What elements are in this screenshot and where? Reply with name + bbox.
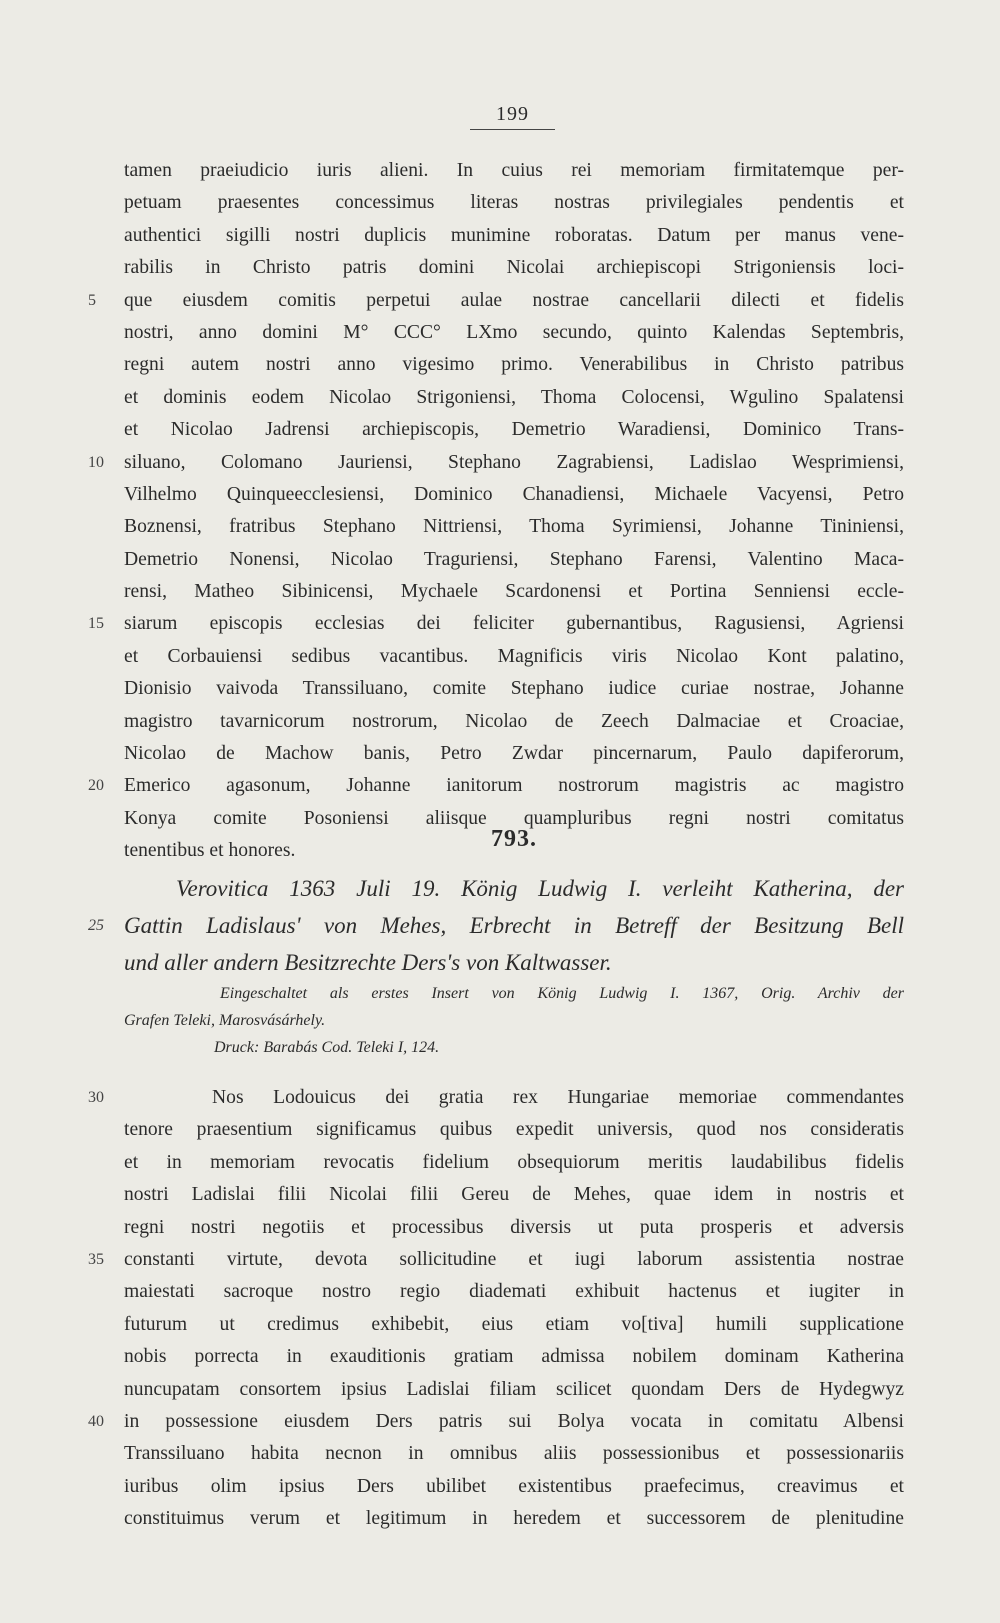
line-text: Gattin Ladislaus' von Mehes, Erbrecht in Betreff der Besitzung Bell xyxy=(124,913,904,938)
text-line xyxy=(124,155,904,187)
document-number: 793. xyxy=(491,826,537,852)
text-line xyxy=(124,1114,904,1146)
line-text: et Corbauiensi sedibus vacantibus. Magnificis viris Nicolao Kont palatino, xyxy=(124,645,904,667)
line-text: Nicolao de Machow banis, Petro Zwdar pincernarum, Paulo dapiferorum, xyxy=(124,743,904,765)
text-line xyxy=(124,1471,904,1503)
source-note xyxy=(124,980,904,1061)
text-line xyxy=(124,414,904,446)
text-line xyxy=(124,1438,904,1470)
line-text: maiestati sacroque nostro regio diademati exhibuit hactenus et iugiter in xyxy=(124,1281,904,1303)
line-text: constituimus verum et legitimum in heredem et successorem de plenitudine xyxy=(124,1508,904,1530)
line-text: tamen praeiudicio iuris alieni. In cuius rei memoriam firmitatemque per- xyxy=(124,160,904,181)
line-text: que eiusdem comitis perpetui aulae nostrae cancellarii dilecti et fidelis xyxy=(124,289,904,311)
line-number: 10 xyxy=(88,453,104,471)
text-line xyxy=(88,907,904,944)
line-text: constanti virtute, devota sollicitudine et iugi laborum assistentia nostrae xyxy=(124,1248,904,1270)
line-text: in possessione eiusdem Ders patris sui Bolya vocata in comitatu Albensi xyxy=(124,1410,904,1432)
text-line xyxy=(88,1244,904,1276)
line-text: regni nostri negotiis et processibus diversis ut puta prosperis et adversis xyxy=(124,1216,904,1238)
line-text: Boznensi, fratribus Stephano Nittriensi, Thoma Syrimiensi, Johanne Tininiensi, xyxy=(124,516,904,538)
regest-heading xyxy=(88,870,904,981)
line-text: Transsiluano habita necnon in omnibus aliis possessionibus et possessionariis xyxy=(124,1443,904,1465)
line-text: Emerico agasonum, Johanne ianitorum nostrorum magistris ac magistro xyxy=(124,775,904,797)
text-line xyxy=(124,382,904,414)
line-text: tenentibus et honores. xyxy=(124,840,296,862)
page-number: 199 xyxy=(470,103,555,130)
text-line xyxy=(88,1406,904,1438)
line-number: 15 xyxy=(88,615,104,633)
line-text: authentici sigilli nostri duplicis munimine roboratas. Datum per manus vene- xyxy=(124,224,904,246)
text-line xyxy=(88,447,904,479)
text-line xyxy=(88,1082,904,1114)
text-line xyxy=(124,738,904,770)
text-block-continuation xyxy=(88,155,904,868)
line-text: et dominis eodem Nicolao Strigoniensi, Thoma Colocensi, Wgulino Spalatensi xyxy=(124,386,904,408)
text-line xyxy=(124,576,904,608)
text-line xyxy=(124,544,904,576)
text-line xyxy=(88,770,904,802)
line-text: Grafen Teleki, Marosvásárhely. xyxy=(124,1012,326,1029)
line-text: nostri, anno domini M° CCC° LXmo secundo, quinto Kalendas Septembris, xyxy=(124,321,904,343)
text-line xyxy=(124,980,904,1007)
line-text: Demetrio Nonensi, Nicolao Traguriensi, Stephano Farensi, Valentino Maca- xyxy=(124,548,904,570)
line-number: 40 xyxy=(88,1412,104,1430)
line-text: rabilis in Christo patris domini Nicolai archiepiscopi Strigoniensis loci- xyxy=(124,257,904,279)
line-text: nuncupatam consortem ipsius Ladislai filiam scilicet quondam Ders de Hydegwyz xyxy=(124,1378,904,1400)
line-text: futurum ut credimus exhibebit, eius etiam vo[tiva] humili supplicatione xyxy=(124,1313,904,1335)
line-text: magistro tavarnicorum nostrorum, Nicolao de Zeech Dalmaciae et Croaciae, xyxy=(124,710,904,732)
text-line xyxy=(124,641,904,673)
line-text: et Nicolao Jadrensi archiepiscopis, Demetrio Waradiensi, Dominico Trans- xyxy=(124,419,904,441)
line-text: iuribus olim ipsius Ders ubilibet existentibus praefecimus, creavimus et xyxy=(124,1475,904,1497)
text-line xyxy=(88,285,904,317)
line-text: Nos Lodouicus dei gratia rex Hungariae memoriae commendantes xyxy=(212,1087,904,1108)
text-line xyxy=(124,1147,904,1179)
line-text: Dionisio vaivoda Transsiluano, comite Stephano iudice curiae nostrae, Johanne xyxy=(124,678,904,700)
line-number: 35 xyxy=(88,1250,104,1268)
line-text: Eingeschaltet als erstes Insert von König Ludwig I. 1367, Orig. Archiv der xyxy=(220,985,904,1002)
text-line xyxy=(124,1309,904,1341)
text-line xyxy=(124,349,904,381)
text-line xyxy=(124,944,904,981)
text-line xyxy=(124,252,904,284)
line-number: 5 xyxy=(88,291,96,309)
line-text: Verovitica 1363 Juli 19. König Ludwig I. verleiht Katherina, der xyxy=(176,876,904,901)
text-line xyxy=(124,870,904,907)
line-number: 20 xyxy=(88,777,104,795)
line-number: 30 xyxy=(88,1089,104,1106)
line-text: Konya comite Posoniensi aliisque quampluribus regni nostri comitatus xyxy=(124,807,904,829)
text-line xyxy=(124,1341,904,1373)
text-line xyxy=(124,1034,904,1061)
line-text: Vilhelmo Quinqueecclesiensi, Dominico Chanadiensi, Michaele Vacyensi, Petro xyxy=(124,483,904,505)
text-line xyxy=(124,1374,904,1406)
text-line xyxy=(88,608,904,640)
text-line xyxy=(124,479,904,511)
text-line xyxy=(124,673,904,705)
text-line xyxy=(124,187,904,219)
line-text: tenore praesentium significamus quibus expedit universis, quod nos consideratis xyxy=(124,1119,904,1141)
text-line xyxy=(124,1212,904,1244)
text-block-charter xyxy=(88,1082,904,1535)
line-text: und aller andern Besitzrechte Ders's von Kaltwasser. xyxy=(124,950,612,975)
text-line xyxy=(124,1276,904,1308)
line-number: 25 xyxy=(88,917,104,934)
text-line xyxy=(124,1503,904,1535)
text-line xyxy=(124,220,904,252)
text-line xyxy=(124,1007,904,1034)
line-text: et in memoriam revocatis fidelium obsequiorum meritis laudabilibus fidelis xyxy=(124,1151,904,1173)
line-text: rensi, Matheo Sibinicensi, Mychaele Scardonensi et Portina Senniensi eccle- xyxy=(124,581,904,603)
line-text: Druck: Barabás Cod. Teleki I, 124. xyxy=(214,1039,440,1056)
line-text: siarum episcopis ecclesias dei feliciter gubernantibus, Ragusiensi, Agriensi xyxy=(124,613,904,635)
line-text: nostri Ladislai filii Nicolai filii Gereu de Mehes, quae idem in nostris et xyxy=(124,1184,904,1206)
text-line xyxy=(124,706,904,738)
line-text: nobis porrecta in exauditionis gratiam admissa nobilem dominam Katherina xyxy=(124,1346,904,1368)
line-text: petuam praesentes concessimus literas nostras privilegiales pendentis et xyxy=(124,192,904,214)
line-text: siluano, Colomano Jauriensi, Stephano Zagrabiensi, Ladislao Wesprimiensi, xyxy=(124,451,904,473)
text-line xyxy=(124,1179,904,1211)
line-text: regni autem nostri anno vigesimo primo. Venerabilibus in Christo patribus xyxy=(124,354,904,376)
text-line xyxy=(124,511,904,543)
text-line xyxy=(124,317,904,349)
